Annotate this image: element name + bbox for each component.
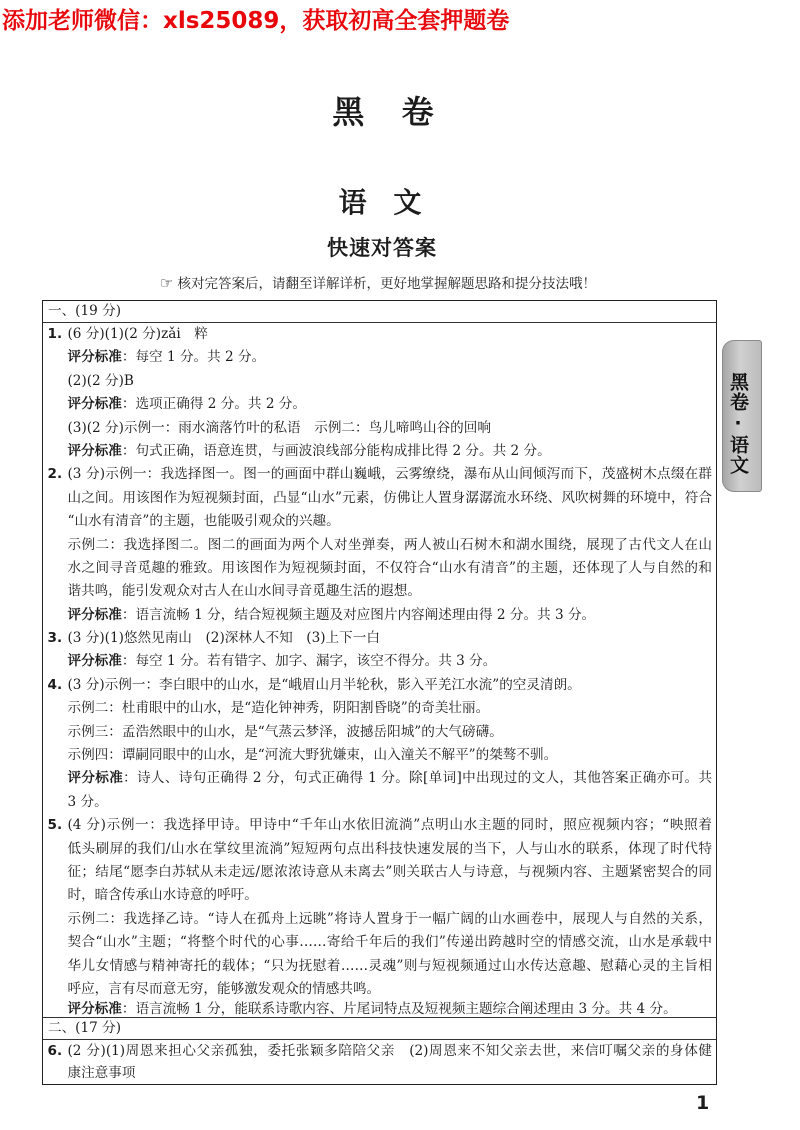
answer-text: (4 分)示例一：我选择甲诗。甲诗中“千年山水依旧流淌”点明山水主题的同时，照应视频内容；“映照着	[67, 817, 712, 834]
answer-line	[43, 557, 716, 580]
answer-line	[43, 417, 716, 440]
scoring-text: ：选项正确得 2 分。共 2 分。	[121, 396, 306, 413]
answer-key-subtitle: 快速对答案	[327, 236, 437, 260]
answer-line	[43, 814, 716, 837]
answer-text: 示例四：谭嗣同眼中的山水，是“河流大野犹嫌束，山入潼关不解平”的桀骜不驯。	[67, 747, 558, 764]
scoring-label: 评分标准	[67, 442, 122, 459]
answer-line	[43, 487, 716, 510]
scoring-line	[43, 346, 716, 369]
page-number: 1	[696, 1092, 710, 1114]
scoring-label: 评分标准	[67, 653, 122, 670]
answer-text: 华儿女情感与精神寄托的载体；“只为抚慰着……灵魂”则与短视频通过山水传达意趣、慰藉心灵的主旨相	[67, 957, 712, 974]
answer-line	[43, 861, 716, 884]
answer-text: 征；结尾“愿李白苏轼从未走远/愿浓浓诗意从未离去”则关联古人与诗意，与视频内容、主题紧密契合的同	[67, 863, 712, 880]
answer-text: 低头刷屏的我们/山水在掌纹里流淌”短短两句点出科技快速发展的当下，人与山水的联系，体现了时代特	[67, 840, 712, 857]
answer-line	[43, 697, 716, 720]
answer-text: “山水有清音”的主题，也能吸引观众的兴趣。	[67, 513, 340, 530]
pointing-hand-icon	[160, 276, 177, 292]
answer-line	[43, 580, 716, 603]
side-tab-label: 黑卷·语文	[727, 372, 749, 475]
scoring-label: 评分标准	[67, 770, 124, 787]
question-number: 4.	[47, 676, 63, 693]
scoring-text: ：句式正确，语意连贯，与画波浪线部分能构成排比得 2 分。共 2 分。	[121, 442, 551, 459]
instruction-note	[160, 272, 596, 294]
answer-text: (3 分)(1)悠然见南山 (2)深林人不知 (3)上下一白	[67, 630, 380, 647]
answer-line	[43, 744, 716, 767]
answer-line	[43, 323, 716, 346]
scoring-label: 评分标准	[67, 606, 122, 623]
question-number: 2.	[47, 466, 63, 483]
answer-text: 3 分。	[67, 793, 108, 810]
answer-line	[43, 1040, 716, 1062]
answer-line	[43, 627, 716, 650]
answer-text: 示例二：我选择图二。图二的画面为两个人对坐弹奏，两人被山石树木和湖水围绕，展现了古代文人在山	[67, 536, 712, 553]
side-bookmark-tab	[722, 340, 762, 492]
scoring-text: ：每空 1 分。若有错字、加字、漏字，该空不得分。共 3 分。	[121, 653, 497, 670]
scoring-text: ：每空 1 分。共 2 分。	[121, 349, 266, 366]
answer-text: 时，暗含传承山水诗意的呼吁。	[67, 887, 258, 904]
question-number: 5.	[47, 817, 63, 834]
question-number: 6.	[47, 1043, 63, 1060]
scoring-line	[43, 604, 716, 627]
scoring-label: 评分标准	[67, 396, 122, 413]
answer-text: (3 分)示例一：李白眼中的山水，是“峨眉山月半轮秋，影入平羌江水流”的空灵清朗。	[67, 676, 581, 693]
answer-line	[43, 534, 716, 557]
scoring-line	[43, 1001, 716, 1017]
answer-line	[43, 674, 716, 697]
scoring-text: ：语言流畅 1 分，能联系诗歌内容、片尾词特点及短视频主题综合阐述理由 3 分。共 4 分。	[121, 1001, 677, 1018]
answer-line	[43, 978, 716, 1001]
answer-text: (3)(2 分)示例一：雨水滴落竹叶的私语 示例二：鸟儿啼鸣山谷的回响	[67, 419, 491, 436]
answer-text: (2 分)(1)周恩来担心父亲孤独，委托张颖多陪陪父亲 (2)周恩来不知父亲去世，来信叮嘱父亲的身体健	[67, 1043, 712, 1060]
scoring-line	[43, 767, 716, 790]
answer-text: 山之间。用该图作为短视频封面，凸显“山水”元素，仿佛让人置身潺潺流水环绕、风吹树舞的环境中，符合	[67, 489, 712, 506]
answer-line	[43, 463, 716, 486]
section-header: 二、(17 分)	[43, 1017, 716, 1040]
answer-text: 契合“山水”主题；“将整个时代的心事……寄给千年后的我们”传递出跨越时空的情感交流，山水是承载中	[67, 934, 712, 951]
answer-text: 康注意事项	[67, 1065, 136, 1082]
scoring-text: ：语言流畅 1 分，结合短视频主题及对应图片内容阐述理由得 2 分。共 3 分。	[121, 606, 596, 623]
answer-text: (2)(2 分)B	[67, 372, 134, 389]
answer-text: 示例三：孟浩然眼中的山水，是“气蒸云梦泽，波撼岳阳城”的大气磅礴。	[67, 723, 503, 740]
answer-text: 呼应，言有尽而意无穷，能够激发观众的情感共鸣。	[67, 980, 381, 997]
question-number: 1.	[47, 326, 63, 342]
answer-line	[43, 1062, 716, 1084]
scoring-line	[43, 393, 716, 416]
answer-box	[42, 300, 717, 1085]
scoring-label: 评分标准	[67, 349, 122, 366]
answer-line	[43, 884, 716, 907]
scoring-line	[43, 440, 716, 463]
answer-line	[43, 931, 716, 954]
answer-text: 谐共鸣，能引发观众对古人在山水间寻音觅趣生活的遐想。	[67, 583, 421, 600]
instruction-note-text: 核对完答案后，请翻至详解详析，更好地掌握解题思路和提分技法哦！	[177, 276, 596, 292]
answer-line	[43, 791, 716, 814]
scoring-label: 评分标准	[67, 1001, 122, 1018]
question-number: 3.	[47, 630, 63, 647]
page-title: 黑 卷	[332, 93, 447, 131]
answer-line	[43, 721, 716, 744]
answer-line	[43, 908, 716, 931]
answer-text: 示例二：杜甫眼中的山水，是“造化钟神秀，阴阳割昏晓”的奇美壮丽。	[67, 700, 490, 717]
answer-line	[43, 838, 716, 861]
subject-title: 语 文	[338, 186, 430, 219]
answer-line	[43, 370, 716, 393]
scoring-text: ：诗人、诗句正确得 2 分，句式正确得 1 分。除[单词]中出现过的文人，其他答案正确亦可。共	[123, 770, 713, 787]
answer-text: (3 分)示例一：我选择图一。图一的画面中群山巍峨，云雾缭绕，瀑布从山间倾泻而下，茂盛树木点缀在群	[67, 466, 712, 483]
answer-text: (6 分)(1)(2 分)zǎi 粹	[67, 326, 208, 342]
answer-line	[43, 510, 716, 533]
wechat-promo-banner: 添加老师微信：xls25089，获取初高全套押题卷	[2, 8, 510, 34]
section-header: 一、(19 分)	[43, 301, 716, 323]
scoring-line	[43, 650, 716, 673]
answer-text: 水之间寻音觅趣的雅致。用该图作为短视频封面，不仅符合“山水有清音”的主题，还体现了人与自然的和	[67, 559, 712, 576]
answer-text: 示例二：我选择乙诗。“诗人在孤舟上远眺”将诗人置身于一幅广阔的山水画卷中，展现人与自然的关系，	[67, 910, 712, 927]
answer-line	[43, 955, 716, 978]
